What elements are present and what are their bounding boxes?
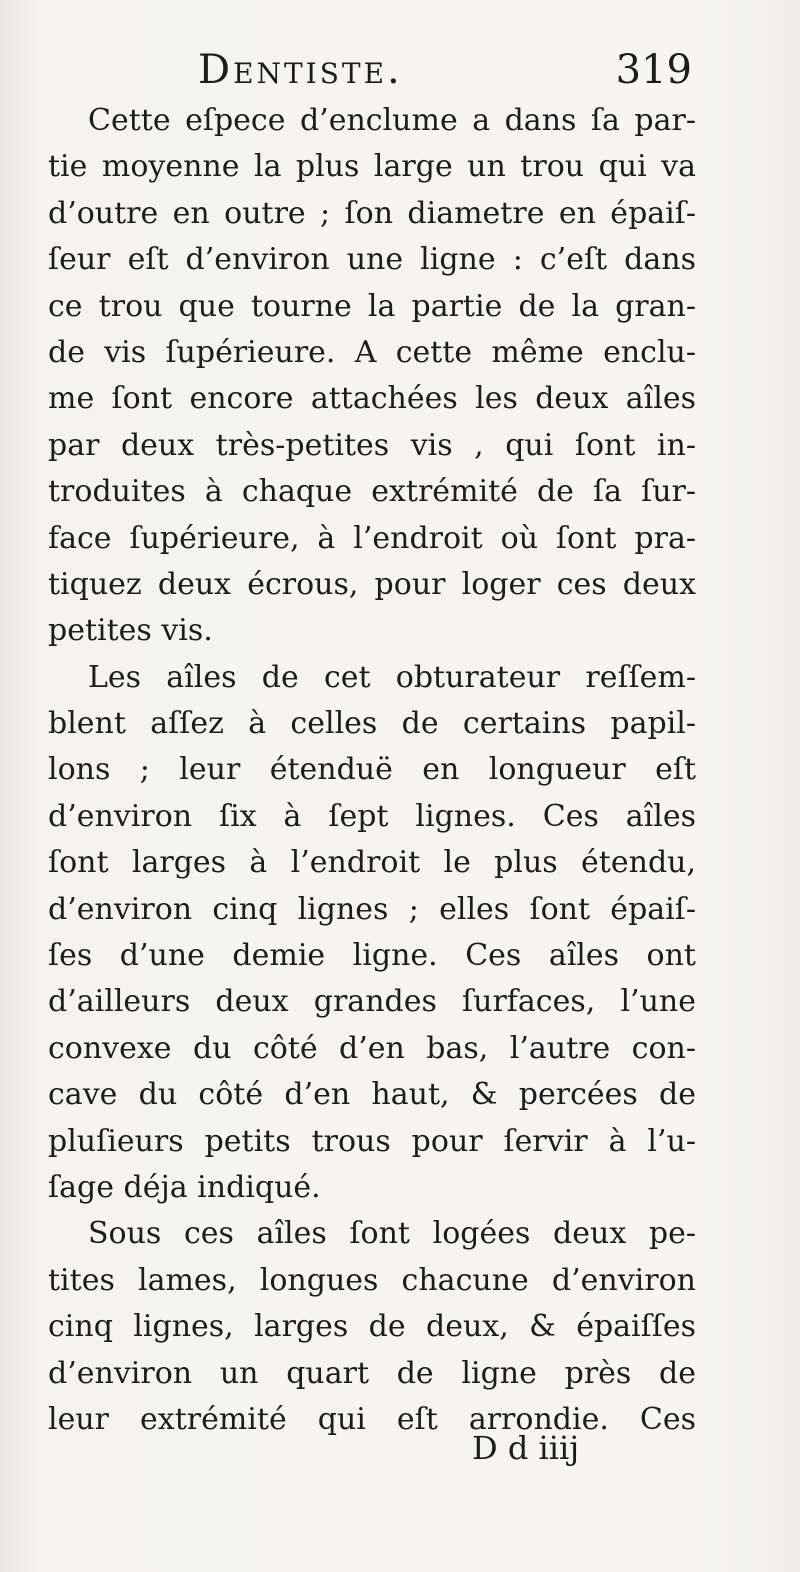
text-line: pluſieurs petits trous pour ſervir à l’u- [48, 1123, 696, 1159]
text-line: ſage déja indiqué. [48, 1169, 321, 1205]
text-line: Les aîles de cet obturateur reſſem- [88, 659, 696, 695]
text-line: leur extrémité qui eſt arrondie. Ces [48, 1401, 696, 1437]
signature-mark: D d iiij [472, 1429, 580, 1467]
text-line: me ſont encore attachées les deux aîles [48, 381, 696, 417]
text-line: ce trou que tourne la partie de la gran- [48, 288, 696, 324]
text-line: face ſupérieure, à l’endroit où ſont pra- [48, 520, 696, 556]
text-line: ſeur eſt d’environ une ligne : c’eſt dans [48, 242, 696, 278]
page-header [198, 42, 696, 98]
text-line: d’ailleurs deux grandes ſurfaces, l’une [48, 984, 696, 1020]
text-line: lons ; leur étenduë en longueur eſt [48, 752, 696, 788]
page-number: 319 [615, 47, 692, 93]
text-line: d’environ un quart de ligne près de [48, 1355, 696, 1391]
text-line: ſes d’une demie ligne. Ces aîles ont [48, 938, 696, 974]
text-line: tites lames, longues chacune d’environ [48, 1262, 696, 1298]
text-line: d’environ ſix à ſept lignes. Ces aîles [48, 798, 696, 834]
body-text [48, 98, 696, 1443]
text-line: Sous ces aîles ſont logées deux pe- [88, 1216, 696, 1252]
text-line: petites vis. [48, 613, 213, 649]
text-line: blent aſſez à celles de certains papil- [48, 706, 696, 742]
text-line: d’environ cinq lignes ; elles ſont épaiſ- [48, 891, 696, 927]
text-line: tiquez deux écrous, pour loger ces deux [48, 566, 696, 602]
text-line: de vis ſupérieure. A cette même enclu- [48, 334, 696, 370]
text-line: d’outre en outre ; ſon diametre en épaiſ- [48, 195, 696, 231]
text-line: tie moyenne la plus large un trou qui va [48, 149, 696, 185]
text-line: convexe du côté d’en bas, l’autre con- [48, 1030, 696, 1066]
running-head: Dentiste. [198, 47, 403, 93]
text-line: troduites à chaque extrémité de ſa ſur- [48, 474, 696, 510]
text-line: cinq lignes, larges de deux, & épaiſſes [48, 1309, 696, 1345]
text-line: par deux très-petites vis , qui ſont in- [48, 427, 696, 463]
text-line: cave du côté d’en haut, & percées de [48, 1077, 696, 1113]
text-line: Cette eſpece d’enclume a dans ſa par- [88, 103, 696, 138]
text-line: ſont larges à l’endroit le plus étendu, [48, 845, 696, 881]
